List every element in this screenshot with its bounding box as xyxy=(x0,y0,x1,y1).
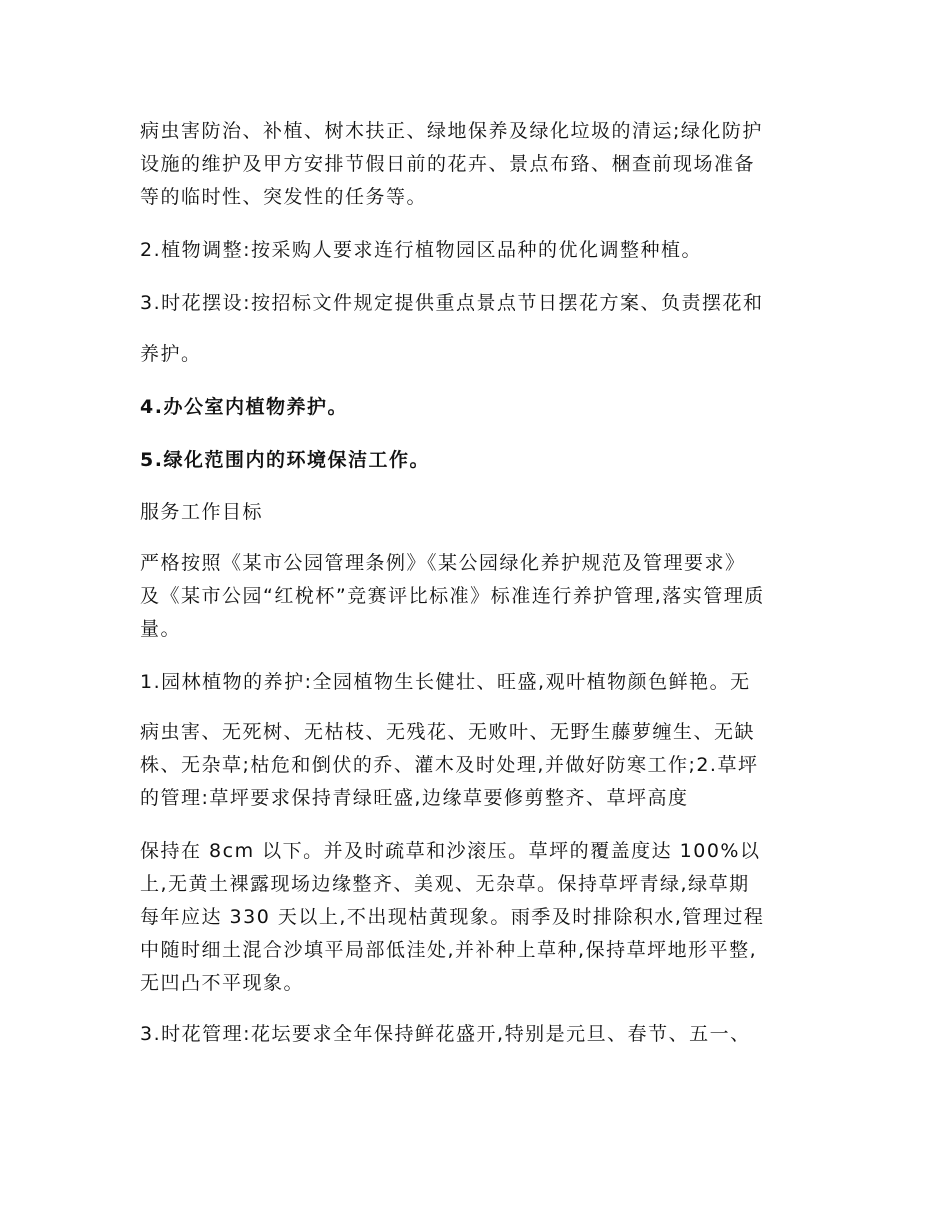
text-line: 等的临时性、突发性的任务等。 xyxy=(140,186,428,208)
paragraph-seasonal-flowers xyxy=(140,1018,820,1051)
text-line: 2.植物调整:按采购人要求连行植物园区品种的优化调整种植。 xyxy=(140,239,703,261)
text-line: 的管理:草坪要求保持青绿旺盛,边缘草要修剪整齐、草坪高度 xyxy=(140,787,689,809)
paragraph-office-plants xyxy=(140,391,820,424)
text-line: 病虫害、无死树、无枯枝、无残花、无败叶、无野生藤萝缠生、无缺 xyxy=(140,721,756,743)
text-line: 3.时花摆设:按招标文件规定提供重点景点节日摆花方案、负责摆花和 xyxy=(140,292,764,314)
text-line: 设施的维护及甲方安排节假日前的花卉、景点布臵、梱查前现场准备 xyxy=(140,153,756,175)
text-line: 无凹凸不平现象。 xyxy=(140,972,305,994)
text-line: 病虫害防治、补植、树木扶正、绿地保养及绿化垃圾的清运;绿化防护 xyxy=(140,120,763,142)
text-line: 株、无杂草;枯危和倒伏的乔、灌木及时处理,并做好防寒工作;2.草坪 xyxy=(140,754,759,776)
paragraph-environment-cleaning xyxy=(140,444,820,477)
paragraph-maintenance-scope xyxy=(140,115,820,214)
text-line: 1.园林植物的养护:全园植物生长健壮、旺盛,观叶植物颜色鲜艳。无 xyxy=(140,671,751,693)
paragraph-plant-adjustment xyxy=(140,234,820,267)
text-line: 4.办公室内植物养护。 xyxy=(140,396,348,418)
text-line: 中随时细土混合沙填平局部低洼处,并补种上草种,保持草坪地形平整, xyxy=(140,939,758,961)
paragraph-flower-display xyxy=(140,287,820,320)
text-line: 5.绿化范围内的环境保洁工作。 xyxy=(140,449,430,471)
paragraph-plant-care-cont xyxy=(140,716,820,815)
text-line: 量。 xyxy=(140,618,182,640)
text-line: 保持在 8cm 以下。并及时疏草和沙滚压。草坪的覆盖度达 100%以 xyxy=(140,840,761,862)
text-line: 上,无黄土裸露现场边缘整齐、美观、无杂草。保持草坪青绿,绿草期 xyxy=(140,873,750,895)
text-line: 服务工作目标 xyxy=(140,501,264,523)
text-line: 养护。 xyxy=(140,343,202,365)
text-line: 每年应达 330 天以上,不出现枯黄现象。雨季及时排除积水,管理过程 xyxy=(140,906,765,928)
text-line: 严格按照《某市公园管理条例》《某公园绿化养护规范及管理要求》 xyxy=(140,552,746,574)
section-heading-service-goals xyxy=(140,496,820,529)
text-line: 及《某市公园“红梲杯”竞赛评比标准》标准连行养护管理,落实管理质 xyxy=(140,585,765,607)
paragraph-plant-care xyxy=(140,666,820,699)
text-line: 3.时花管理:花坛要求全年保持鲜花盛开,特别是元旦、春节、五一、 xyxy=(140,1023,751,1045)
paragraph-management-standards xyxy=(140,547,820,646)
paragraph-flower-display-cont xyxy=(140,338,820,371)
paragraph-lawn-management xyxy=(140,835,820,1000)
